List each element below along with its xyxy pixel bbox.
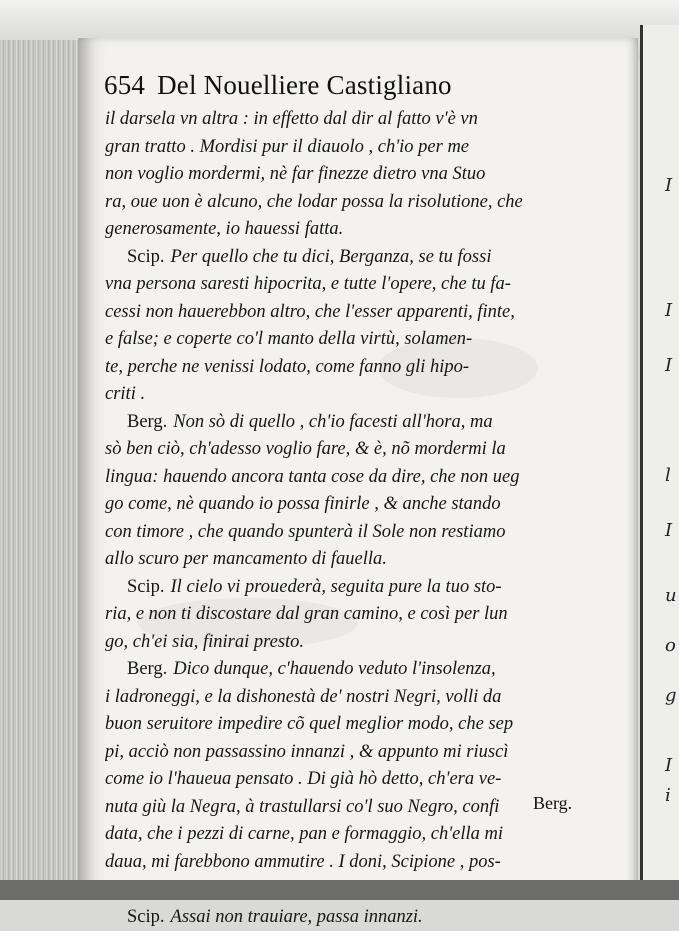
text-line bbox=[105, 904, 595, 931]
text-line bbox=[105, 161, 595, 189]
text-line bbox=[105, 326, 595, 354]
line-text: allo scuro per mancamento di fauella. bbox=[105, 549, 387, 569]
line-text: Assai non trauiare, passa innanzi. bbox=[171, 907, 423, 927]
text-line bbox=[105, 189, 595, 217]
text-line bbox=[105, 409, 595, 437]
line-text: nuta giù la Negra, à trastullarsi co'l suo Negro, confi bbox=[105, 797, 499, 817]
speaker-label: Berg. bbox=[127, 412, 167, 432]
margin-glyph: I bbox=[665, 300, 672, 321]
text-line bbox=[105, 134, 595, 162]
text-line bbox=[105, 244, 595, 272]
margin-glyph: I bbox=[665, 520, 672, 541]
line-text: pi, acciò non passassino innanzi , & appunto mi riuscì bbox=[105, 742, 508, 762]
text-line bbox=[105, 106, 595, 134]
page-header bbox=[104, 70, 452, 101]
line-text: generosamente, io hauessi fatta. bbox=[105, 219, 343, 239]
line-text: e false; e coperte co'l manto della virtù, solamen- bbox=[105, 329, 472, 349]
line-text: Non sò di quello , ch'io facesti all'hora, ma bbox=[173, 412, 492, 432]
line-text: Dico dunque, c'hauendo veduto l'insolenza, bbox=[173, 659, 495, 679]
text-line bbox=[105, 849, 595, 877]
line-text: lingua: hauendo ancora tanta cose da dire, che non ueg bbox=[105, 467, 519, 487]
text-line bbox=[105, 711, 595, 739]
line-text: gran tratto . Mordisi pur il diauolo , ch'io per me bbox=[105, 137, 469, 157]
margin-glyph: l bbox=[665, 465, 671, 486]
speaker-label: Scip. bbox=[127, 247, 165, 267]
line-text: il darsela vn altra : in effetto dal dir al fatto v'è vn bbox=[105, 109, 478, 129]
text-line bbox=[105, 216, 595, 244]
line-text: data, che i pezzi di carne, pan e formaggio, ch'ella mi bbox=[105, 824, 503, 844]
text-line bbox=[105, 794, 595, 822]
speaker-label: Scip. bbox=[127, 907, 165, 927]
text-line bbox=[105, 629, 595, 657]
speaker-label: Scip. bbox=[127, 577, 165, 597]
text-line bbox=[105, 381, 595, 409]
line-text: te, perche ne venissi lodato, come fanno gli hipo- bbox=[105, 357, 469, 377]
margin-glyph: I bbox=[665, 355, 672, 376]
text-line bbox=[105, 821, 595, 849]
text-body bbox=[105, 106, 595, 931]
line-text: Il cielo vi prouederà, seguita pure la tuo sto- bbox=[171, 577, 502, 597]
line-text: ria, e non ti discostare dal gran camino, e così per lun bbox=[105, 604, 508, 624]
line-text: i ladroneggi, e la dishonestà de' nostri Negri, volli da bbox=[105, 687, 501, 707]
text-line bbox=[105, 601, 595, 629]
text-line bbox=[105, 354, 595, 382]
bottom-shadow bbox=[0, 880, 679, 900]
line-text: come io l'haueua pensato . Di già hò detto, ch'era ve- bbox=[105, 769, 501, 789]
text-line bbox=[105, 546, 595, 574]
margin-glyph: I bbox=[665, 175, 672, 196]
facing-page bbox=[640, 25, 679, 900]
text-line bbox=[105, 436, 595, 464]
text-line bbox=[105, 574, 595, 602]
text-line bbox=[105, 299, 595, 327]
text-line bbox=[105, 519, 595, 547]
line-text: vna persona saresti hipocrita, e tutte l'opere, che tu fa- bbox=[105, 274, 511, 294]
text-line bbox=[105, 271, 595, 299]
line-text: non voglio mordermi, nè far finezze dietro vna Stuo bbox=[105, 164, 485, 184]
margin-glyph: I bbox=[665, 755, 672, 776]
line-text: sò ben ciò, ch'adesso voglio fare, & è, nõ mordermi la bbox=[105, 439, 506, 459]
line-text: ra, oue uon è alcuno, che lodar possa la risolutione, che bbox=[105, 192, 523, 212]
line-text: go come, nè quando io possa finirle , & anche stando bbox=[105, 494, 501, 514]
catchword: Berg. bbox=[533, 793, 572, 814]
text-line bbox=[105, 739, 595, 767]
line-text: Per quello che tu dici, Berganza, se tu fossi bbox=[171, 247, 492, 267]
running-title: Del Nouelliere Castigliano bbox=[157, 70, 452, 100]
page-number: 654 bbox=[104, 70, 145, 100]
text-line bbox=[105, 684, 595, 712]
line-text: buon seruitore impedire cõ quel meglior modo, che sep bbox=[105, 714, 513, 734]
margin-glyph: g bbox=[665, 685, 677, 706]
line-text: con timore , che quando spunterà il Sole non restiamo bbox=[105, 522, 505, 542]
text-line bbox=[105, 656, 595, 684]
line-text: go, ch'ei sia, finirai presto. bbox=[105, 632, 304, 652]
line-text: daua, mi farebbono ammutire . I doni, Scipione , pos- bbox=[105, 852, 501, 872]
text-line bbox=[105, 464, 595, 492]
line-text: cessi non hauerebbon altro, che l'esser apparenti, finte, bbox=[105, 302, 515, 322]
text-line bbox=[105, 766, 595, 794]
line-text: criti . bbox=[105, 384, 145, 404]
speaker-label: Berg. bbox=[127, 659, 167, 679]
margin-glyph: u bbox=[665, 585, 677, 606]
margin-glyph: i bbox=[665, 785, 671, 806]
margin-glyph: o bbox=[665, 635, 676, 656]
text-line bbox=[105, 491, 595, 519]
